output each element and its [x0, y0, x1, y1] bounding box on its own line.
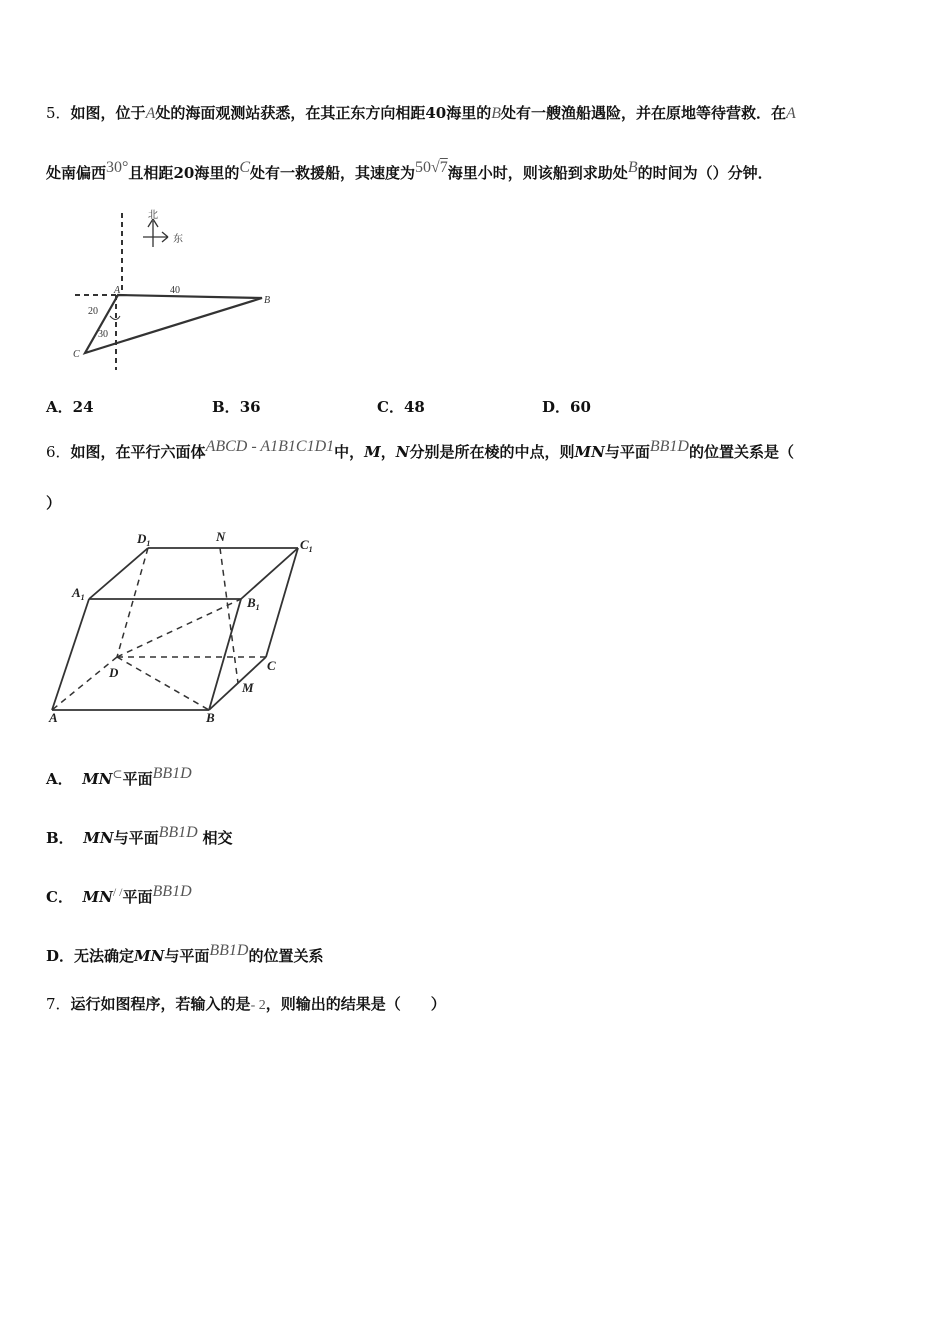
q5-option-d[interactable]: D．60	[542, 398, 591, 416]
input-value: - 2	[250, 998, 266, 1013]
vertex-C1: $C_1$	[300, 537, 313, 554]
length-AB: 40	[170, 285, 180, 296]
q6-line1: 6．如图，在平行六面体ABCD - A1B1C1D1中，M，N分别是所在棱的中点，则MN与平面BB1D的位置关系是（	[46, 438, 794, 461]
north-label: 北	[148, 210, 158, 221]
angle-value: 30°	[106, 159, 129, 176]
label-C: C	[73, 349, 80, 360]
vertex-A1: $A_1$	[72, 585, 85, 602]
q7-line: 7．运行如图程序，若输入的是- 2，则输出的结果是（ ）	[46, 995, 446, 1013]
q7-number: 7．	[46, 995, 71, 1013]
vertex-D: D	[109, 665, 119, 680]
q6-option-c[interactable]: C． MN/ /平面BB1D	[46, 883, 192, 906]
q5-option-c[interactable]: C．48	[377, 398, 425, 416]
q6-option-a[interactable]: A． MN⊂平面BB1D	[46, 765, 192, 788]
q5-figure	[70, 205, 290, 375]
q5-number: 5．	[46, 104, 71, 122]
solid-name: ABCD - A1B1C1D1	[205, 438, 335, 455]
vertex-N: N	[216, 529, 226, 544]
q5-option-a[interactable]: A．24	[46, 398, 94, 416]
q5-line2: 处南偏西30°且相距20海里的C处有一救援船，其速度为50√7海里小时，则该船到求助处B的时间为（）分钟．	[46, 159, 773, 182]
vertex-A: A	[49, 710, 58, 725]
vertex-M: M	[242, 680, 254, 695]
q6-line2: ）	[46, 494, 62, 512]
vertex-D1: $D_1$	[137, 531, 151, 548]
q5-option-b[interactable]: B．36	[212, 398, 261, 416]
q6-option-d[interactable]: D．无法确定MN与平面BB1D的位置关系	[46, 942, 324, 965]
speed-value: 50√7	[415, 159, 448, 176]
vertex-C: C	[267, 658, 276, 673]
vertex-B1: $B_1$	[247, 595, 260, 612]
length-AC: 20	[88, 306, 98, 317]
q6-number: 6．	[46, 443, 71, 461]
east-label: 东	[173, 234, 183, 245]
q5-line1: 5．如图，位于A处的海面观测站获悉，在其正东方向相距40海里的B处有一艘渔船遇险，并在原地等待营救．在A	[46, 104, 796, 122]
vertex-B: B	[206, 710, 215, 725]
q6-figure	[44, 525, 334, 730]
q6-option-b[interactable]: B． MN与平面BB1D 相交	[46, 824, 233, 847]
angle-label: 30	[98, 329, 108, 340]
label-B: B	[264, 295, 271, 306]
label-A: A	[114, 285, 121, 296]
